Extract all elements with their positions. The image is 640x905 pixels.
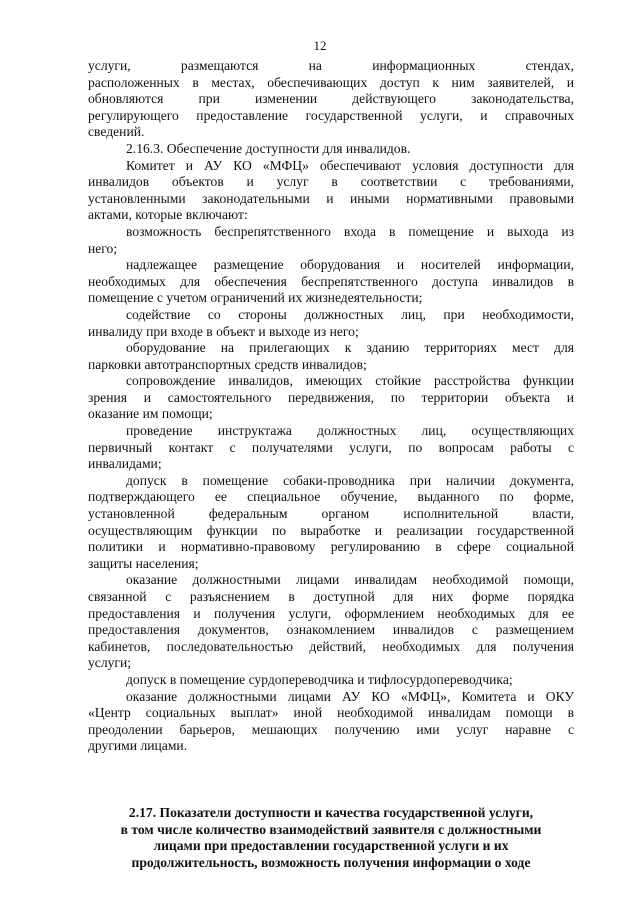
list-item-line: инвалидами; bbox=[88, 456, 162, 472]
list-item-line: «Центр социальных выплат» иной необходимой инвалидам помощи в bbox=[88, 705, 574, 721]
text-line: сведений. bbox=[88, 124, 145, 140]
list-item-line: возможность беспрепятственного входа в помещение и выхода из bbox=[126, 223, 574, 239]
page-number: 12 bbox=[313, 38, 327, 53]
list-item-line: подтверждающего ее специальное обучение, выданного по форме, bbox=[88, 489, 574, 505]
text-line: инвалидов объектов и услуг в соответствии с требованиями, bbox=[88, 174, 574, 190]
text-line: услуги, размещаются на информационных стендах, bbox=[88, 58, 574, 73]
list-item-line: сопровождение инвалидов, имеющих стойкие расстройства функции bbox=[126, 373, 574, 389]
list-item-line: осуществляющим функции по выработке и реализации государственной bbox=[88, 522, 574, 538]
list-item-line: предоставления документов, ознакомлением инвалидов с размещением bbox=[88, 622, 574, 638]
list-item-line: проведение инструктажа должностных лиц, осуществляющих bbox=[126, 423, 574, 439]
list-item-line: допуск в помещение собаки-проводника при наличии документа, bbox=[126, 472, 574, 488]
section-heading bbox=[88, 805, 574, 871]
list-item-line: защиты населения; bbox=[88, 555, 199, 571]
text-line: актами, которые включают: bbox=[88, 207, 248, 223]
list-item-line: инвалиду при входе в объект и выходе из него; bbox=[88, 323, 359, 339]
list-item-line: другими лицами. bbox=[88, 738, 188, 754]
list-item-line: надлежащее размещение оборудования и носителей информации, bbox=[126, 257, 574, 273]
list-item-line: зрения и самостоятельного передвижения, по территории объекта и bbox=[88, 389, 574, 405]
list-item-line: политики и нормативно-правовому регулированию в сфере социальной bbox=[88, 539, 574, 555]
text-line: регулирующего предоставление государственной услуги, и справочных bbox=[88, 107, 574, 123]
heading-line: лицами при предоставлении государственной услуги и их bbox=[153, 838, 509, 854]
text-line: Комитет и АУ КО «МФЦ» обеспечивают условия доступности для bbox=[126, 157, 574, 173]
list-item-line: связанной с разъяснением в доступной для них форме порядка bbox=[88, 589, 574, 604]
list-item-line: содействие со стороны должностных лиц, при необходимости, bbox=[126, 306, 574, 322]
list-item-line: установленной федеральным органом исполнительной власти, bbox=[88, 506, 574, 522]
heading-line: в том числе количество взаимодействий заявителя с должностными bbox=[120, 821, 542, 837]
list-item-line: допуск в помещение сурдопереводчика и тифлосурдопереводчика; bbox=[126, 671, 513, 687]
list-item-line: оказание им помощи; bbox=[88, 406, 213, 422]
heading-line: 2.17. Показатели доступности и качества государственной услуги, bbox=[128, 805, 534, 820]
text-line: обновляются при изменении действующего законодательства, bbox=[88, 91, 574, 107]
list-item-line: оказание должностными лицами АУ КО «МФЦ», Комитета и ОКУ bbox=[126, 688, 574, 704]
list-item-line: предоставления и получения услуги, оформлением необходимых для ее bbox=[88, 605, 574, 621]
section-subheading: 2.16.3. Обеспечение доступности для инвалидов. bbox=[126, 140, 411, 156]
list-item-line: первичный контакт с получателями услуги, по вопросам работы с bbox=[88, 439, 574, 455]
list-item-line: услуги; bbox=[88, 655, 132, 671]
list-item-line: него; bbox=[88, 240, 118, 256]
list-item-line: помещение с учетом ограничений их жизнедеятельности; bbox=[88, 290, 423, 306]
list-item-line: кабинетов, последовательностью действий, необходимых для получения bbox=[88, 638, 574, 654]
list-item-line: преодолении барьеров, мешающих получению ими услуг наравне с bbox=[88, 721, 574, 737]
list-item-line: оказание должностными лицами инвалидам необходимой помощи, bbox=[126, 572, 574, 588]
body-text bbox=[88, 58, 574, 755]
text-line: установленными законодательными и иными нормативными правовыми bbox=[88, 190, 574, 206]
text-line: расположенных в местах, обеспечивающих доступ к ним заявителей, и bbox=[88, 74, 574, 90]
heading-line: продолжительность, возможность получения информации о ходе bbox=[131, 854, 531, 870]
list-item-line: оборудование на прилегающих к зданию территориях мест для bbox=[126, 340, 574, 356]
list-item-line: парковки автотранспортных средств инвалидов; bbox=[88, 356, 367, 372]
list-item-line: необходимых для обеспечения беспрепятственного доступа инвалидов в bbox=[88, 273, 574, 289]
